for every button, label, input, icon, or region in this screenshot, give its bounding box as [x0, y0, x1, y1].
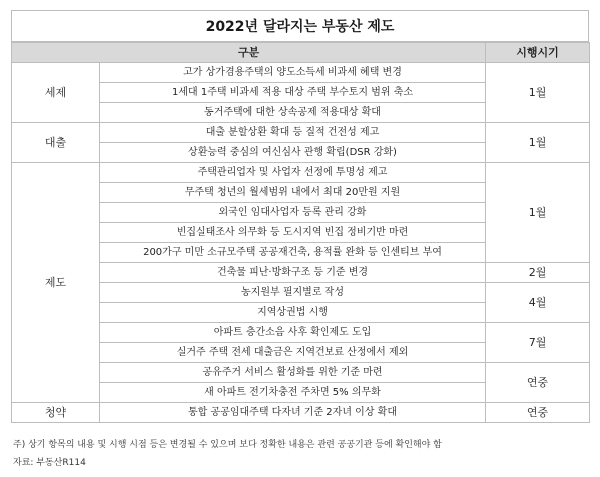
item-cell: 상환능력 중심의 여신심사 관행 확립(DSR 강화)	[100, 143, 486, 163]
item-cell: 고가 상가겸용주택의 양도소득세 비과세 혜택 변경	[100, 63, 486, 83]
source-note: 자료: 부동산R114	[13, 458, 86, 468]
timing-cell: 연중	[486, 403, 590, 423]
category-subscription: 청약	[12, 403, 100, 423]
item-cell: 실거주 주택 전세 대출금은 지역건보료 산정에서 제외	[100, 343, 486, 363]
timing-cell: 1월	[486, 63, 590, 123]
item-cell: 동거주택에 대한 상속공제 적용대상 확대	[100, 103, 486, 123]
category-loan: 대출	[12, 123, 100, 163]
item-cell: 농지원부 필지별로 작성	[100, 283, 486, 303]
category-system: 제도	[12, 163, 100, 403]
timing-cell: 7월	[486, 323, 590, 363]
item-cell: 외국인 임대사업자 등록 관리 강화	[100, 203, 486, 223]
item-cell: 지역상권법 시행	[100, 303, 486, 323]
policy-table-frame	[11, 10, 589, 470]
item-cell: 1세대 1주택 비과세 적용 대상 주택 부수토지 범위 축소	[100, 83, 486, 103]
table-row	[12, 123, 590, 143]
timing-cell: 연중	[486, 363, 590, 403]
item-cell: 통합 공공임대주택 다자녀 기준 2자녀 이상 확대	[100, 403, 486, 423]
timing-cell: 1월	[486, 123, 590, 163]
footnote: 주) 상기 항목의 내용 및 시행 시점 등은 변경될 수 있으며 보다 정확한 내용은 관련 공공기관 등에 확인해야 함	[13, 440, 442, 450]
timing-cell: 1월	[486, 163, 590, 263]
item-cell: 빈집실태조사 의무화 등 도시지역 빈집 정비기반 마련	[100, 223, 486, 243]
timing-cell: 4월	[486, 283, 590, 323]
item-cell: 아파트 층간소음 사후 확인제도 도입	[100, 323, 486, 343]
policy-table	[11, 42, 590, 423]
table-row	[12, 403, 590, 423]
category-tax: 세제	[12, 63, 100, 123]
table-row	[12, 163, 590, 183]
header-category: 구분	[12, 43, 486, 63]
item-cell: 새 아파트 전기차충전 주차면 5% 의무화	[100, 383, 486, 403]
item-cell: 대출 분할상환 확대 등 질적 건전성 제고	[100, 123, 486, 143]
header-timing: 시행시기	[486, 43, 590, 63]
header-row	[12, 43, 590, 63]
item-cell: 공유주거 서비스 활성화를 위한 기준 마련	[100, 363, 486, 383]
table-row	[12, 63, 590, 83]
timing-cell: 2월	[486, 263, 590, 283]
table-title: 2022년 달라지는 부동산 제도	[11, 10, 589, 42]
item-cell: 건축물 피난·방화구조 등 기준 변경	[100, 263, 486, 283]
item-cell: 주택관리업자 및 사업자 선정에 투명성 제고	[100, 163, 486, 183]
item-cell: 200가구 미만 소규모주택 공공재건축, 용적률 완화 등 인센티브 부여	[100, 243, 486, 263]
item-cell: 무주택 청년의 월세범위 내에서 최대 20만원 지원	[100, 183, 486, 203]
